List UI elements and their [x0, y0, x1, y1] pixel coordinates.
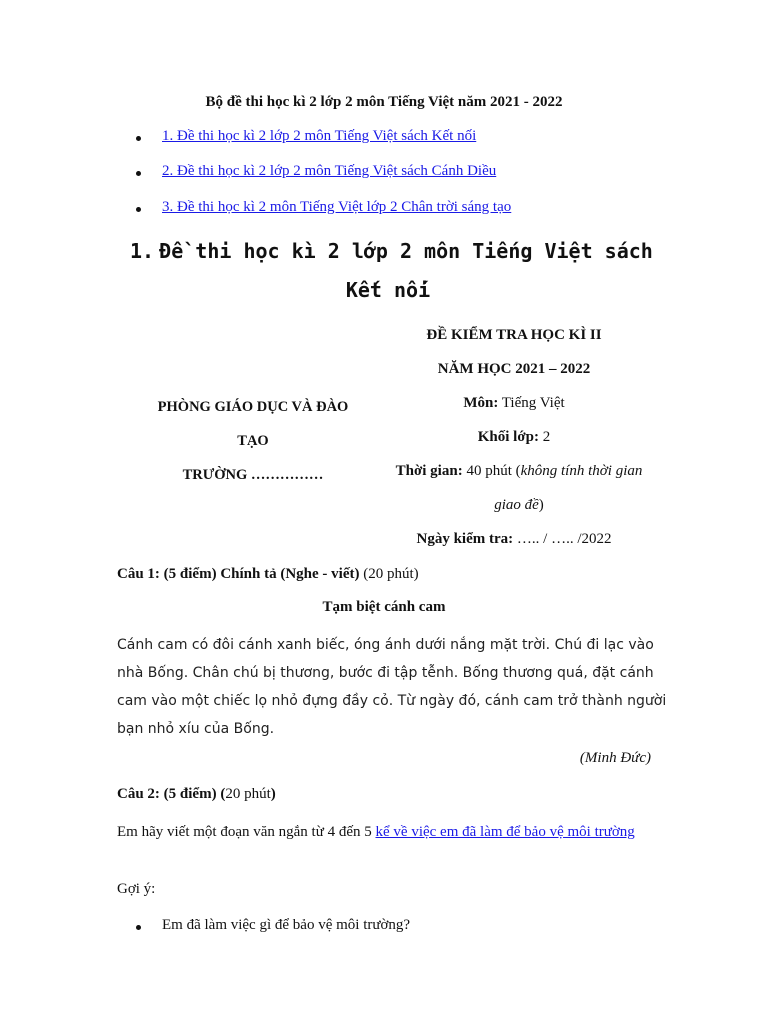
- toc-link-1[interactable]: 1. Đề thi học kì 2 lớp 2 môn Tiếng Việt sách Kết nối: [162, 128, 477, 144]
- grade-line: [364, 420, 664, 454]
- school-year: NĂM HỌC 2021 – 2022: [437, 361, 591, 377]
- section-heading-line-2: Kết nối: [345, 278, 431, 302]
- subject-label: Môn:: [463, 395, 499, 411]
- grade-value: 2: [542, 429, 551, 445]
- header-left: [122, 390, 384, 492]
- passage-text: [117, 631, 667, 743]
- date-line: [364, 522, 664, 556]
- passage-author: (Minh Đức): [579, 750, 651, 766]
- time-line-2: [364, 488, 664, 522]
- time-value: 40 phút (: [466, 463, 521, 479]
- section-number: 1.: [130, 239, 155, 263]
- toc-link-2[interactable]: 2. Đề thi học kì 2 lớp 2 môn Tiếng Việt sách Cánh Diều: [162, 163, 497, 179]
- toc-link-3[interactable]: 3. Đề thi học kì 2 môn Tiếng Việt lớp 2 Chân trời sáng tạo: [162, 199, 512, 215]
- department-line-1: PHÒNG GIÁO DỤC VÀ ĐÀO: [157, 399, 349, 415]
- section-heading: [118, 232, 658, 310]
- bullet-icon: [136, 207, 141, 212]
- question-2: [117, 786, 276, 803]
- time-label: Thời gian:: [395, 463, 463, 479]
- passage-title: Tạm biệt cánh cam: [322, 599, 446, 615]
- question-1-label: Câu 1: (5 điểm) Chính tả (Nghe - viết): [117, 566, 360, 582]
- bullet-icon: [136, 136, 141, 141]
- school-name: TRƯỜNG ……………: [182, 467, 324, 483]
- header-right: [364, 318, 664, 556]
- hint-label: Gợi ý:: [117, 881, 156, 897]
- question-2-label: Câu 2: (5 điểm) (: [117, 786, 226, 802]
- grade-label: Khối lớp:: [477, 429, 539, 445]
- time-note-2: giao đề: [494, 497, 539, 513]
- department-line-2: TẠO: [237, 433, 269, 449]
- passage-line: cam vào một chiếc lọ nhỏ đựng đầy cỏ. Từ ngày đó, cánh cam trở thành người: [117, 693, 667, 709]
- question-2-duration: 20 phút: [225, 786, 271, 802]
- subject-value: Tiếng Việt: [501, 395, 565, 411]
- exam-title: ĐỀ KIỂM TRA HỌC KÌ II: [426, 327, 602, 343]
- time-line: [364, 454, 664, 488]
- section-heading-line-1: Đề thi học kì 2 lớp 2 môn Tiếng Việt sách: [159, 239, 653, 263]
- bullet-icon: [136, 171, 141, 176]
- document-title: Bộ đề thi học kì 2 lớp 2 môn Tiếng Việt năm 2021 - 2022: [205, 94, 563, 110]
- passage-line: nhà Bống. Chân chú bị thương, bước đi tập tễnh. Bống thương quá, đặt cánh: [117, 665, 654, 681]
- question-2-close: ): [270, 786, 276, 802]
- hint-text: Em đã làm việc gì để bảo vệ môi trường?: [162, 917, 411, 933]
- time-close: ): [538, 497, 544, 513]
- date-value: ….. / ….. /2022: [516, 531, 612, 547]
- prompt-link[interactable]: kể về việc em đã làm để bảo vệ môi trường: [375, 824, 635, 840]
- passage-line: bạn nhỏ xíu của Bống.: [117, 721, 275, 737]
- prompt-text: Em hãy viết một đoạn văn ngắn từ 4 đến 5: [117, 824, 376, 840]
- time-note-1: không tính thời gian: [520, 463, 643, 479]
- date-label: Ngày kiểm tra:: [416, 531, 514, 547]
- question-1-duration: (20 phút): [363, 566, 419, 582]
- bullet-icon: [136, 925, 141, 930]
- writing-prompt: [117, 818, 651, 846]
- subject-line: [364, 386, 664, 420]
- passage-line: Cánh cam có đôi cánh xanh biếc, óng ánh dưới nắng mặt trời. Chú đi lạc vào: [117, 637, 654, 653]
- question-1: [117, 566, 419, 583]
